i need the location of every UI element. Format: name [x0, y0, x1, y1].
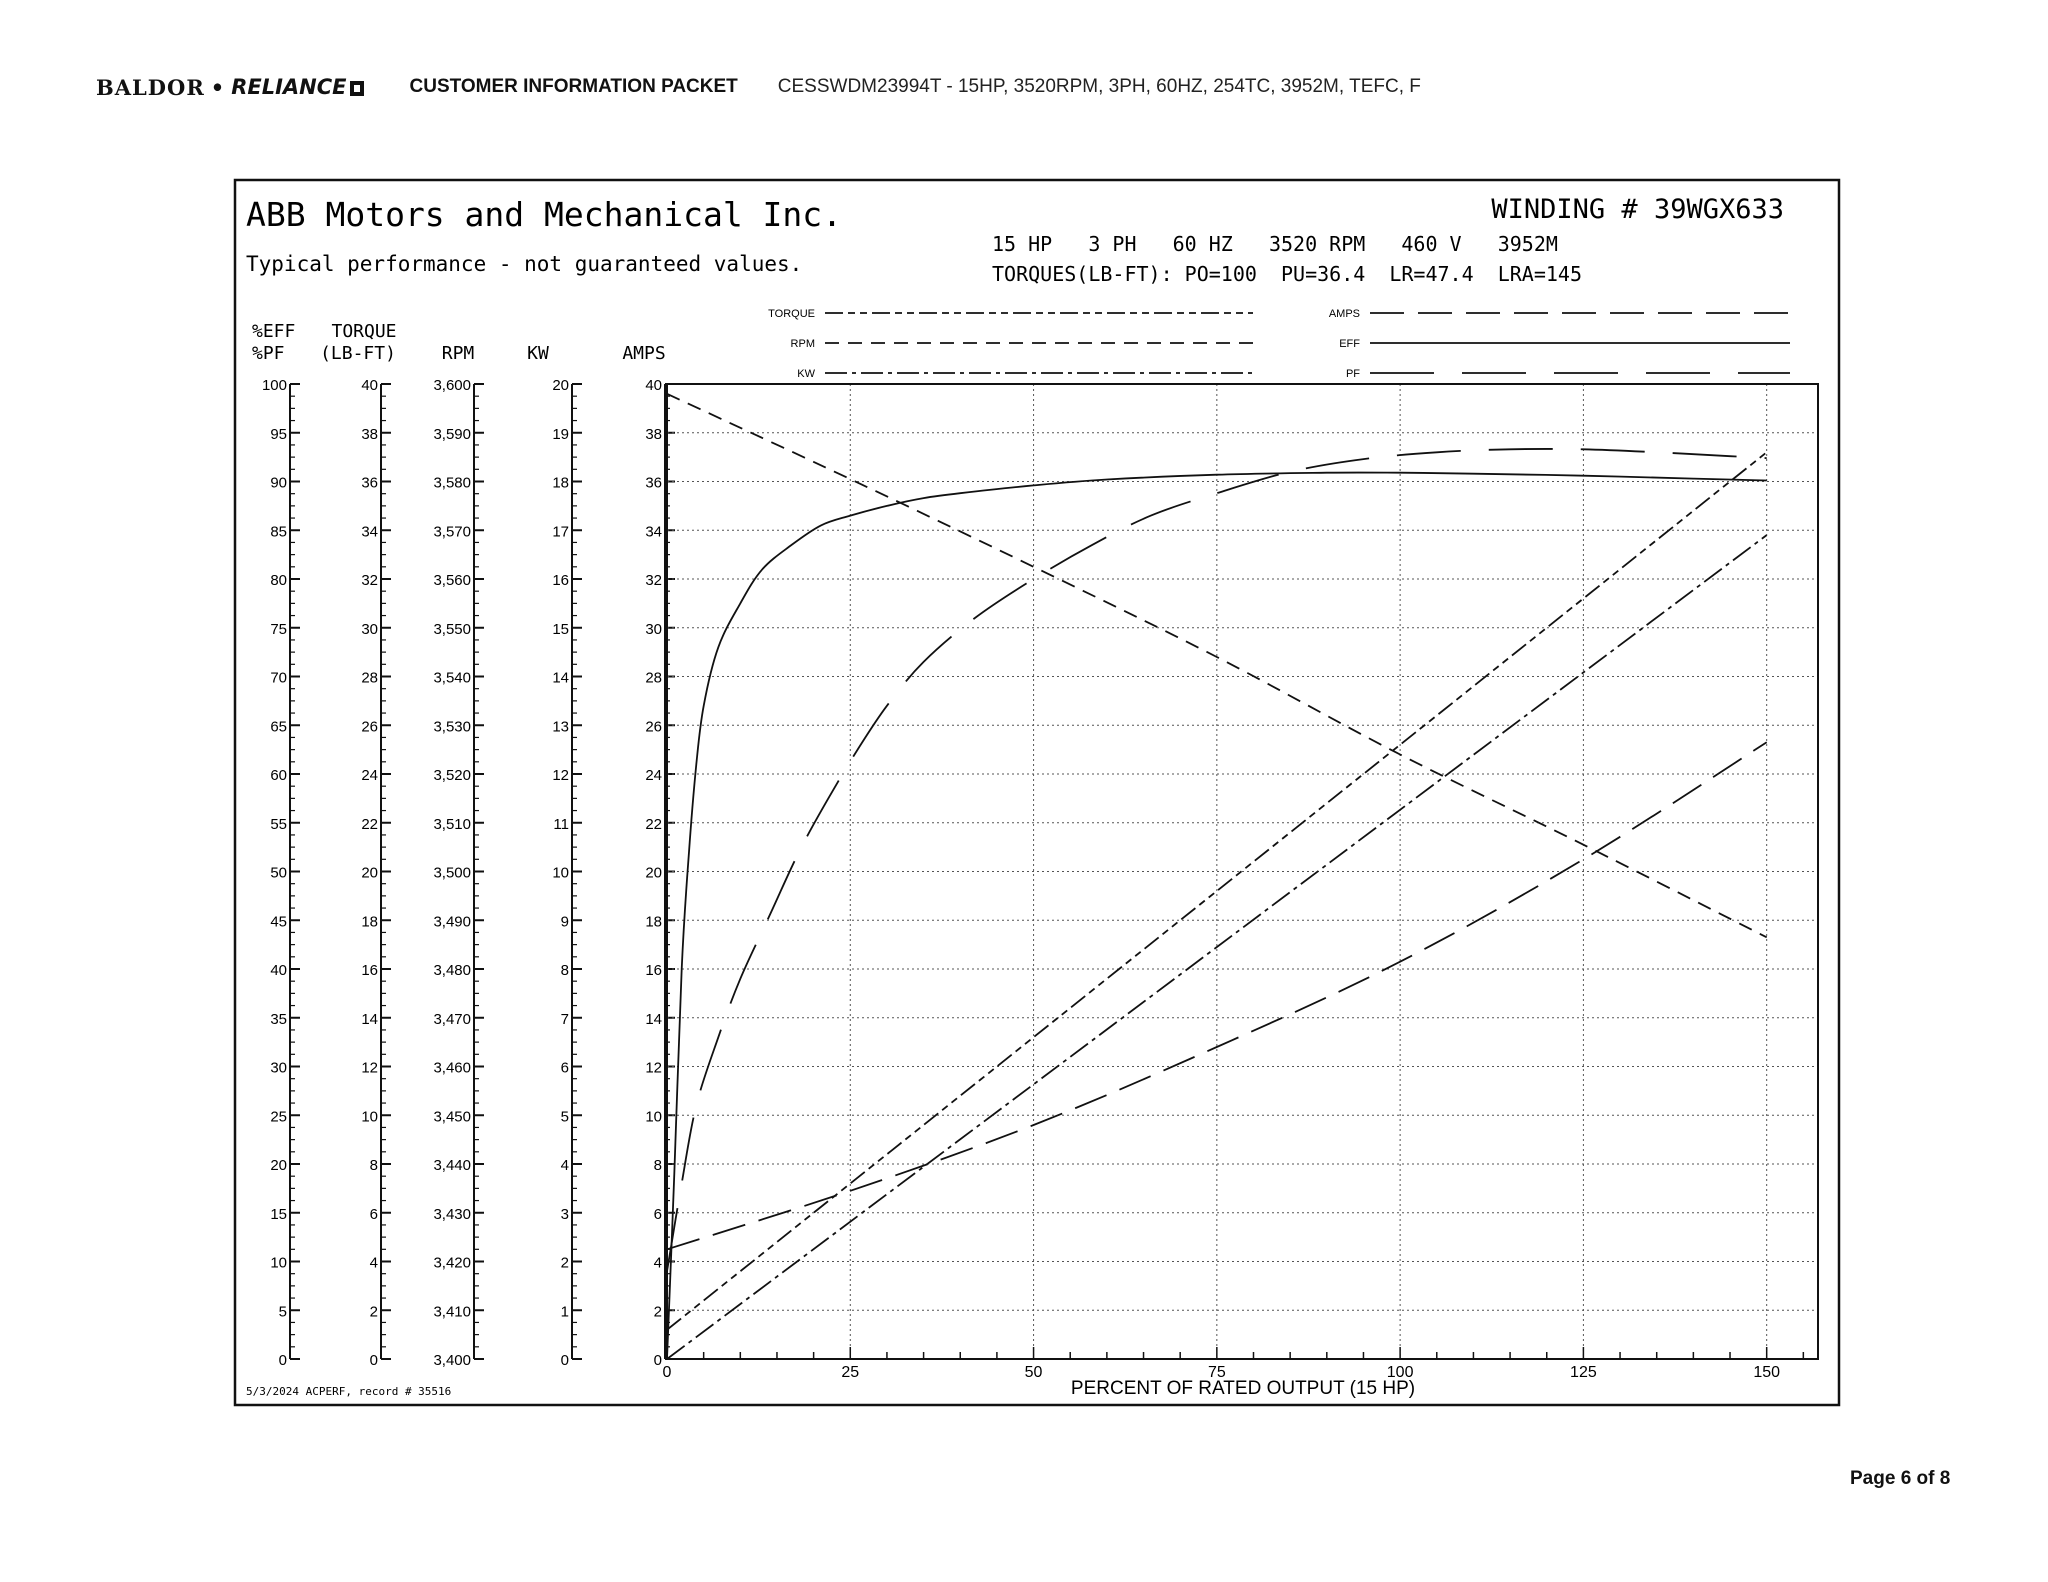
torque-tick-label: 28: [361, 669, 378, 687]
torque-tick-label: 10: [361, 1108, 378, 1126]
rpm-tick-label: 3,430: [433, 1205, 471, 1223]
rating-line: 15 HP 3 PH 60 HZ 3520 RPM 460 V 3952M: [992, 232, 1558, 256]
torque-tick-label: 4: [369, 1254, 378, 1272]
legend-label: RPM: [790, 338, 815, 350]
kw-tick-label: 2: [560, 1254, 569, 1272]
legend-label: AMPS: [1328, 308, 1360, 320]
kw-tick-label: 20: [552, 377, 569, 394]
kw-tick-label: 15: [552, 620, 569, 638]
chart-subtitle: Typical performance - not guaranteed values.: [246, 252, 803, 276]
torque-tick-label: 20: [361, 864, 378, 882]
rpm-tick-label: 3,500: [433, 864, 471, 882]
eff-pf-tick-label: 15: [270, 1205, 287, 1223]
x-axis: [663, 1347, 1804, 1381]
kw-tick-label: 1: [560, 1303, 569, 1321]
eff-pf-tick-label: 60: [270, 767, 287, 784]
amps-tick-label: 26: [645, 718, 662, 736]
torque-tick-label: 26: [361, 718, 378, 736]
x-tick-label: 150: [1753, 1364, 1781, 1381]
kw-tick-label: 19: [552, 425, 569, 443]
torque-header: TORQUE: [331, 321, 397, 342]
kw-tick-label: 7: [560, 1010, 569, 1028]
torque-unit-header: (LB-FT): [320, 343, 396, 364]
rpm-tick-label: 3,460: [433, 1059, 471, 1077]
amps-tick-label: 36: [645, 474, 662, 492]
amps-tick-label: 24: [645, 767, 662, 784]
torque-tick-label: 0: [369, 1352, 378, 1369]
eff-pf-tick-label: 50: [270, 864, 287, 882]
eff-pf-tick-label: 40: [270, 962, 287, 979]
torque-tick-label: 12: [361, 1059, 378, 1077]
rpm-tick-label: 3,560: [433, 572, 471, 589]
rpm-tick-label: 3,420: [433, 1254, 471, 1272]
eff-pf-tick-label: 75: [270, 620, 287, 638]
value-axes: [262, 377, 675, 1369]
torque-tick-label: 8: [369, 1157, 378, 1174]
rpm-tick-label: 3,450: [433, 1108, 471, 1126]
amps-tick-label: 32: [645, 572, 662, 589]
amps-tick-label: 20: [645, 864, 662, 882]
packet-title: CUSTOMER INFORMATION PACKET: [409, 76, 738, 97]
eff-pf-tick-label: 90: [270, 474, 287, 492]
kw-tick-label: 12: [552, 767, 569, 784]
torque-tick-label: 34: [361, 523, 378, 541]
eff-pf-tick-label: 45: [270, 913, 287, 931]
torque-tick-label: 32: [361, 572, 378, 589]
amps-tick-label: 4: [653, 1254, 662, 1272]
rpm-tick-label: 3,490: [433, 913, 471, 931]
torque-tick-label: 40: [361, 377, 378, 394]
x-tick-label: 0: [662, 1364, 672, 1381]
eff-pf-tick-label: 65: [270, 718, 287, 736]
torque-tick-label: 2: [369, 1303, 378, 1321]
brand-logo-baldor: BALDOR: [96, 74, 205, 100]
eff-pf-tick-label: 0: [278, 1352, 287, 1369]
kw-tick-label: 17: [552, 523, 569, 541]
rpm-header: RPM: [441, 343, 475, 364]
amps-tick-label: 28: [645, 669, 662, 687]
chart-frame: [235, 180, 1839, 1405]
amps-tick-label: 12: [645, 1059, 662, 1077]
amps-tick-label: 34: [645, 523, 662, 541]
rpm-tick-label: 3,410: [433, 1303, 471, 1321]
kw-tick-label: 11: [553, 815, 569, 833]
eff-pf-tick-label: 55: [270, 815, 287, 833]
amps-header: AMPS: [622, 343, 666, 364]
amps-tick-label: 2: [653, 1303, 662, 1321]
x-tick-label: 25: [841, 1364, 860, 1381]
eff-pf-tick-label: 95: [270, 425, 287, 443]
rpm-tick-label: 3,480: [433, 962, 471, 979]
eff-pf-tick-label: 10: [270, 1254, 287, 1272]
page-number: Page 6 of 8: [1850, 1468, 1951, 1489]
plot-grid: [667, 384, 1818, 1359]
kw-header: KW: [527, 343, 549, 364]
kw-tick-label: 9: [560, 913, 569, 931]
eff-header: %EFF: [252, 321, 296, 342]
amps-tick-label: 40: [645, 377, 662, 394]
x-tick-label: 100: [1386, 1364, 1414, 1381]
eff-pf-tick-label: 25: [270, 1108, 287, 1126]
kw-tick-label: 10: [552, 864, 569, 882]
kw-tick-label: 3: [560, 1205, 569, 1223]
legend-label: TORQUE: [768, 308, 815, 320]
kw-tick-label: 4: [560, 1157, 569, 1174]
rpm-tick-label: 3,400: [433, 1352, 471, 1369]
legend-label: EFF: [1339, 338, 1360, 350]
eff-pf-tick-label: 30: [270, 1059, 287, 1077]
rpm-tick-label: 3,590: [433, 425, 471, 443]
brand-logo-dot: •: [210, 74, 226, 100]
amps-tick-label: 18: [645, 913, 662, 931]
torque-tick-label: 16: [361, 962, 378, 979]
legend-label: KW: [797, 368, 815, 380]
torque-tick-label: 36: [361, 474, 378, 492]
rpm-tick-label: 3,550: [433, 620, 471, 638]
model-description: CESSWDM23994T - 15HP, 3520RPM, 3PH, 60HZ, 254TC, 3952M, TEFC, F: [777, 76, 1421, 97]
rpm-tick-label: 3,470: [433, 1010, 471, 1028]
kw-tick-label: 5: [560, 1108, 569, 1126]
x-tick-label: 75: [1207, 1364, 1226, 1381]
kw-tick-label: 0: [560, 1352, 569, 1369]
amps-tick-label: 10: [645, 1108, 662, 1126]
x-tick-label: 125: [1570, 1364, 1597, 1381]
rpm-tick-label: 3,580: [433, 474, 471, 492]
chart-footnote: 5/3/2024 ACPERF, record # 35516: [246, 1385, 452, 1398]
rpm-tick-label: 3,440: [433, 1157, 471, 1174]
chart-legend: [768, 308, 1790, 380]
winding-number: WINDING # 39WGX633: [1491, 194, 1784, 225]
rpm-tick-label: 3,570: [433, 523, 471, 541]
pf-header: %PF: [252, 343, 285, 364]
legend-label: PF: [1345, 368, 1360, 380]
torque-tick-label: 22: [361, 815, 378, 833]
eff-pf-tick-label: 35: [270, 1010, 287, 1028]
amps-tick-label: 14: [645, 1010, 662, 1028]
eff-pf-tick-label: 20: [270, 1157, 287, 1174]
amps-tick-label: 22: [645, 815, 662, 833]
company-name: ABB Motors and Mechanical Inc.: [246, 195, 843, 234]
amps-tick-label: 6: [653, 1205, 662, 1223]
amps-tick-label: 8: [653, 1157, 662, 1174]
rpm-tick-label: 3,530: [433, 718, 471, 736]
eff-pf-tick-label: 85: [270, 523, 287, 541]
torque-tick-label: 6: [369, 1205, 378, 1223]
eff-pf-tick-label: 5: [278, 1303, 287, 1321]
amps-tick-label: 0: [653, 1352, 662, 1369]
kw-tick-label: 6: [560, 1059, 569, 1077]
kw-tick-label: 18: [552, 474, 569, 492]
kw-tick-label: 13: [552, 718, 569, 736]
amps-tick-label: 38: [645, 425, 662, 443]
torque-tick-label: 38: [361, 425, 378, 443]
kw-tick-label: 8: [560, 962, 569, 979]
rpm-tick-label: 3,600: [433, 377, 471, 394]
torque-tick-label: 30: [361, 620, 378, 638]
eff-pf-tick-label: 80: [270, 572, 287, 589]
torques-line: TORQUES(LB-FT): PO=100 PU=36.4 LR=47.4 LRA=145: [992, 262, 1583, 286]
rpm-tick-label: 3,540: [433, 669, 471, 687]
brand-logo-reliance: RELIANCE: [231, 75, 347, 99]
rpm-tick-label: 3,510: [433, 815, 471, 833]
eff-pf-tick-label: 100: [261, 377, 287, 394]
kw-tick-label: 16: [552, 572, 569, 589]
torque-tick-label: 18: [361, 913, 378, 931]
kw-tick-label: 14: [552, 669, 569, 687]
amps-tick-label: 16: [645, 962, 662, 979]
amps-tick-label: 30: [645, 620, 662, 638]
eff-pf-tick-label: 70: [270, 669, 287, 687]
x-tick-label: 50: [1024, 1364, 1043, 1381]
torque-tick-label: 24: [361, 767, 378, 784]
x-axis-title: PERCENT OF RATED OUTPUT (15 HP): [1070, 1378, 1416, 1399]
rpm-tick-label: 3,520: [433, 767, 471, 784]
torque-tick-label: 14: [361, 1010, 378, 1028]
